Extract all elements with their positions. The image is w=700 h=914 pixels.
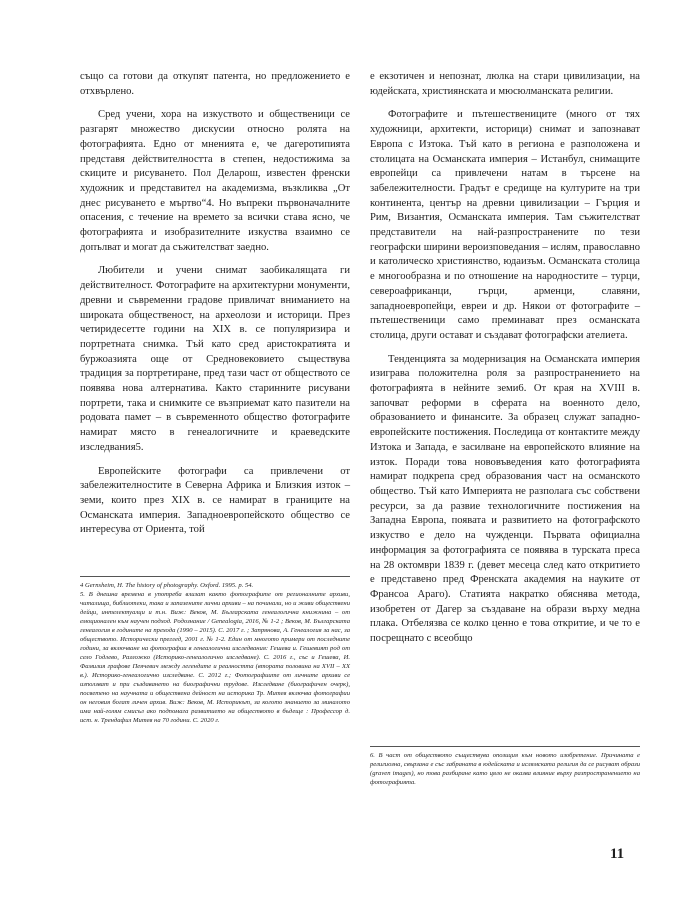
footnote: 5. В днешна времена в употреба влизат както фотографите от регионалните архиви, читалища, библиотеки, така и запазените лични архиви – на починали, но и живи обществени дейци, интелектуалци и т.н. Виж: Веков, М. Българската генеалогична книжнина – от емоционален към научен подход. Родознание / Genealogia, 2016, № 1-2 ; Веков, М. Българската генеалогия в годините на прехода (1990 – 2015). С. 2017 г. ; Запрянова, А. Генеалогия за нас, за обществото. Исторически преглед, 2001 г. № 1-2. Един от многото примери от последните години, за включване на фотографии в генеалогични изследвания: Гешева и. Гешевият род от село Годлево, Разложко (Историко-генеалогично изследване). С. 2016 г., със и Гешева, И. Фамилия графове Пеячевич между легендите и реалността (втората половина на XVII – XX в.). Историко-генеалогично изследване. С. 2012 г.; Фотографиите от личните архиви се използват и при създаването на биографични трудове. Изследване (биографичен очерк), посветено на научната и обществена дейност на историка Тр. Митев включва фотографии он неговия богат личен архив. Виж: Веков, М. Историкът, за когото знанието за миналото има най-голям смисъл ако подпомага развитието на обществото в бъдеще : Профессор д. ист. н. Трендафил Митев на 70 години. С. 2020 г. — [80, 591, 350, 724]
footnotes-left — [80, 574, 350, 725]
left-column — [80, 70, 350, 547]
paragraph: Тенденцията за модернизация на Османската империя изиграва положителна роля за разпространението на фотографията в нейните земи6. От края на XVIII в. започват реформи в сферата на военното дело, образованието и финансите. За образец служат западно-европейските постижения. Последица от контактите между Изтока и Запада, е засилване на европейското влияние на изток. Поради това нововъведения като фотографията намират подкрепа сред образования част на османското общество. Тъй като Империята не разполага със собствени ресурси, за да развие технологичните постижения на Западна Европа, появата и развитието на фотографското изкуство е дело на чужденци. Първата официална информация за фотографията се появява в турската преса на 28 октомври 1839 г. (девет месеца след като откритието е представено пред Френската академия на науките от Франсоа Араго). Статията накратко обяснява метода, изобретен от Дагер за създаване на образи върху медна плака. Отбелязва се колко ценно е това откритие, и че то е посрещнато с всеобщо — [370, 353, 640, 645]
paragraph: Любители и учени снимат заобикалящата ги действителност. Фотографите на архитектурни монументи, древни и съвременни градове привличат вниманието на широката общественост, на археолози и историци. През четиридесетте години на XIX в. се популяризира и портретната снимка. Тъй като сред аристократията и буржоазията още от Средновековието съществува традиция за портретиране, пред тази част от обществото се появява нова алтернатива. Както старинните рисувани портрети, така и снимките се възприемат като пазители на родовата памет – в съвременното общество фотографите намират място в генеалогичните и краеведските изследвания5. — [80, 265, 350, 453]
right-column — [370, 70, 640, 656]
paragraph: е екзотичен и непознат, люлка на стари цивилизации, на юдейската, християнската и мюсюлманската религии. — [370, 71, 640, 97]
footnotes-right — [370, 744, 640, 787]
paragraph: Фотографите и пътешествениците (много от тях художници, архитекти, историци) снимат и запознават Европа с Изтока. Тъй като в региона е разположена и столицата на Османската империя – Истанбул, снимащите европейци са привлечени натам в търсене на забележителности. Градът е средище на културите на три континента, център на древни цивилизации – Гърция и Рим, Византия, Османската империя. Там съжителстват представители на най-разпространените по тези географски ширини вероизповедания – ислям, православно и католическо християнство, юдаизъм. Османската столица е многообразна и по отношение на народностите – турци, североафриканци, гърци, арменци, славяни, западноевропейци, евреи и др. Някои от фотографите – пътешественици само преминават през османската столица, други остават и създават фотографски ателиета. — [370, 109, 640, 341]
footnote-divider — [370, 746, 640, 747]
paragraph: също са готови да откупят патента, но предложението е отхвърлено. — [80, 71, 350, 97]
page-number: 11 — [610, 846, 625, 862]
paragraph: Европейските фотографи са привлечени от забележителностите в Северна Африка и Близкия изток – земи, които през XIX в. се намират в границите на Османската империя. Западноевропейското общество се интересува от Ориента, той — [80, 465, 350, 536]
paragraph: Сред учени, хора на изкуството и общественици се разгарят множество дискусии относно ролята на фотографията. Едно от мненията е, че дагеротипията представя действителността в степен, недостижима за скиците и рисуването. Пол Деларош, известен френски художник и представител на академизма, възкликва „От днес рисуването е мъртво“4. Но въпреки първоначалните опасения, с течение на времето за всички става ясно, че фотографията и изобразителните изкуства взаимно се допълват и могат да съжителстват заедно. — [80, 109, 350, 253]
footnote: 4 Gernsheim, H. The history of photography. Oxford. 1995. p. 54. — [80, 582, 254, 589]
footnote: 6. В част от обществото съществува опозиция към новото изобретение. Причината е религиозна, свързана е със забраната в юдейската и ислямската религия да се рисуват образи (graven images), но това разбиране като цяло не оказва влияние върху разпространението на фотографията. — [370, 752, 640, 786]
footnote-divider — [80, 576, 350, 577]
